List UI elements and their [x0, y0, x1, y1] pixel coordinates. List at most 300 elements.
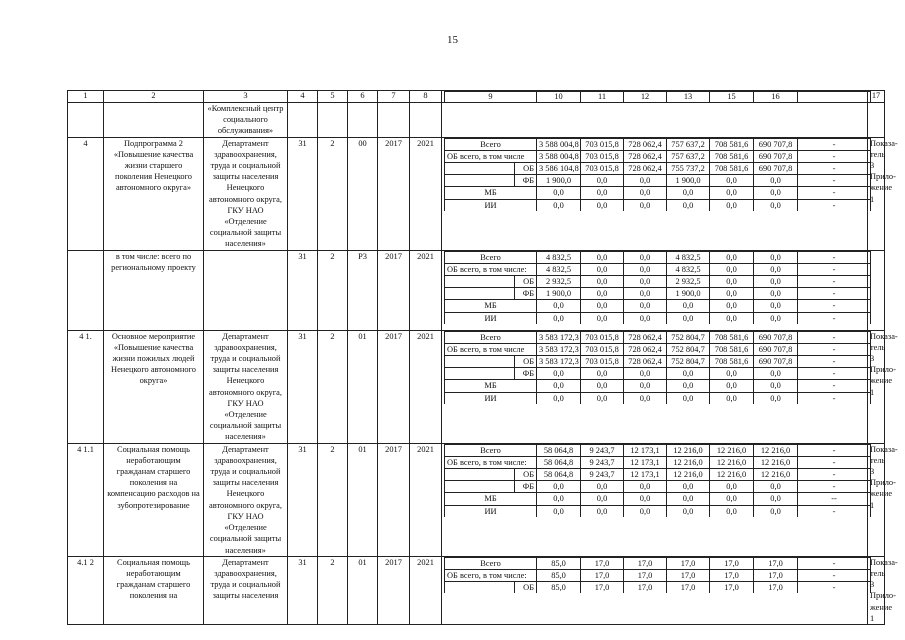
page-number: 15: [447, 34, 458, 46]
amount-cell: 708 581,6: [710, 343, 754, 355]
amount-cell: 12 216,0: [754, 444, 798, 456]
fin-header-cell: [442, 91, 868, 103]
amount-cell: 0,0: [754, 199, 798, 211]
code-cell: 01: [348, 443, 378, 556]
amount-cell: 9 243,7: [581, 456, 624, 468]
code-cell: 2: [318, 556, 348, 624]
table-row: [68, 443, 885, 556]
source-label: ОБ всего, в том числе: [445, 150, 537, 162]
amount-cell: 0,0: [624, 312, 667, 324]
financing-line: [445, 263, 871, 275]
amount-cell: 17,0: [581, 557, 624, 569]
amount-cell: 17,0: [624, 569, 667, 581]
financing-line: [445, 380, 871, 392]
amount-cell: 703 015,8: [581, 163, 624, 175]
amount-cell: 0,0: [624, 392, 667, 404]
col-header: 7: [378, 91, 410, 103]
source-label: ОБ: [515, 356, 537, 368]
amount-cell: 2 932,5: [537, 276, 581, 288]
amount-cell: 708 581,6: [710, 138, 754, 150]
amount-cell: 12 216,0: [710, 469, 754, 481]
item-name: Социальная помощь неработающим гражданам старшего поколения на компенсацию расходов на зубопротезирование: [104, 443, 204, 556]
financing-table: [444, 251, 871, 324]
dash-cell: -: [798, 481, 871, 493]
dash-cell: -: [798, 557, 871, 569]
financing-line: [445, 444, 871, 456]
amount-cell: 9 243,7: [581, 444, 624, 456]
financing-line: [445, 456, 871, 468]
dash-cell: -: [798, 343, 871, 355]
source-label: ИИ: [445, 392, 537, 404]
code-cell: 31: [288, 330, 318, 443]
amount-cell: 703 015,8: [581, 356, 624, 368]
executor-cell: Департамент здравоохранения, труда и социальной защиты населения: [204, 556, 288, 624]
amount-cell: 1 900,0: [537, 175, 581, 187]
amount-cell: 3 583 172,3: [537, 343, 581, 355]
amount-cell: 708 581,6: [710, 163, 754, 175]
code-cell: 31: [288, 137, 318, 250]
amount-cell: 0,0: [581, 251, 624, 263]
amount-cell: 17,0: [667, 569, 710, 581]
amount-cell: 0,0: [754, 175, 798, 187]
amount-cell: 0,0: [667, 199, 710, 211]
amount-cell: 0,0: [581, 481, 624, 493]
amount-cell: 0,0: [754, 380, 798, 392]
dash-cell: -: [798, 444, 871, 456]
dash-cell: -: [798, 288, 871, 300]
amount-cell: 12 216,0: [754, 456, 798, 468]
amount-cell: 0,0: [624, 187, 667, 199]
amount-cell: 4 832,5: [667, 263, 710, 275]
amount-cell: 0,0: [754, 288, 798, 300]
amount-cell: 85,0: [537, 569, 581, 581]
amount-cell: 1 900,0: [667, 175, 710, 187]
amount-cell: 0,0: [754, 187, 798, 199]
amount-cell: 752 804,7: [667, 356, 710, 368]
amount-cell: 0,0: [624, 251, 667, 263]
amount-cell: 3 586 104,8: [537, 163, 581, 175]
amount-cell: 0,0: [710, 368, 754, 380]
amount-cell: 757 637,2: [667, 138, 710, 150]
dash-cell: -: [798, 505, 871, 517]
source-label: ОБ всего, в том числе:: [445, 456, 537, 468]
amount-cell: 0,0: [754, 263, 798, 275]
dash-cell: -: [798, 163, 871, 175]
amount-cell: 17,0: [667, 557, 710, 569]
dash-cell: -: [798, 138, 871, 150]
amount-cell: 0,0: [537, 392, 581, 404]
amount-cell: 0,0: [710, 493, 754, 505]
code-cell: 2: [318, 137, 348, 250]
amount-cell: 0,0: [667, 505, 710, 517]
financing-table: [444, 138, 871, 211]
source-label: ОБ всего, в том числе:: [445, 569, 537, 581]
amount-cell: 0,0: [581, 392, 624, 404]
dash-cell: -: [798, 368, 871, 380]
amount-cell: 690 707,8: [754, 331, 798, 343]
item-name: Основное мероприятие «Повышение качества жизни пожилых людей Ненецкого автономного округа»: [104, 330, 204, 443]
amount-cell: 0,0: [710, 288, 754, 300]
dash-cell: -: [798, 187, 871, 199]
dash-cell: -: [798, 251, 871, 263]
amount-cell: 0,0: [624, 300, 667, 312]
dash-cell: -: [798, 469, 871, 481]
code-cell: Р3: [348, 250, 378, 330]
col-header: 4: [288, 91, 318, 103]
financing-line: [445, 331, 871, 343]
financing-line: [445, 175, 871, 187]
amount-cell: 4 832,5: [537, 251, 581, 263]
source-label: ОБ всего, в том числе:: [445, 263, 537, 275]
source-label: ОБ: [515, 582, 537, 594]
financing-line: [445, 368, 871, 380]
amount-cell: 0,0: [710, 300, 754, 312]
table-row: [68, 250, 885, 330]
source-label: Всего: [445, 557, 537, 569]
source-label: МБ: [445, 187, 537, 199]
dash-cell: -: [798, 300, 871, 312]
amount-cell: 0,0: [624, 199, 667, 211]
amount-cell: 690 707,8: [754, 163, 798, 175]
amount-cell: 0,0: [667, 392, 710, 404]
col-header: 16: [754, 92, 798, 103]
source-label: ИИ: [445, 312, 537, 324]
amount-cell: 12 216,0: [754, 469, 798, 481]
executor-cell: «Комплексный центр социального обслуживания»: [204, 103, 288, 138]
amount-cell: 728 062,4: [624, 150, 667, 162]
amount-cell: 12 216,0: [710, 444, 754, 456]
dash-cell: -: [798, 312, 871, 324]
amount-cell: 0,0: [581, 380, 624, 392]
dash-cell: -: [798, 150, 871, 162]
amount-cell: 3 588 004,8: [537, 138, 581, 150]
amount-cell: 0,0: [537, 505, 581, 517]
amount-cell: 1 900,0: [667, 288, 710, 300]
col-header: 5: [318, 91, 348, 103]
amount-cell: 690 707,8: [754, 356, 798, 368]
amount-cell: 708 581,6: [710, 356, 754, 368]
amount-cell: 0,0: [581, 312, 624, 324]
amount-cell: 0,0: [581, 368, 624, 380]
amount-cell: 690 707,8: [754, 150, 798, 162]
indicator-cell: Показа-тель 3 Прило-жение 1: [868, 556, 885, 624]
amount-cell: 708 581,6: [710, 150, 754, 162]
amount-cell: 703 015,8: [581, 331, 624, 343]
amount-cell: 0,0: [537, 368, 581, 380]
col-header: 3: [204, 91, 288, 103]
amount-cell: 0,0: [754, 251, 798, 263]
source-label: МБ: [445, 380, 537, 392]
amount-cell: 0,0: [537, 199, 581, 211]
source-label: ФБ: [515, 175, 537, 187]
source-label: ИИ: [445, 505, 537, 517]
dash-cell: -: [798, 582, 871, 594]
amount-cell: 0,0: [754, 276, 798, 288]
code-cell: 31: [288, 250, 318, 330]
financing-cell: [442, 137, 868, 250]
financing-line: [445, 481, 871, 493]
amount-cell: 4 832,5: [537, 263, 581, 275]
amount-cell: 12 173,1: [624, 444, 667, 456]
dash-cell: -: [798, 569, 871, 581]
amount-cell: 0,0: [754, 505, 798, 517]
amount-cell: 0,0: [710, 187, 754, 199]
financing-line: [445, 138, 871, 150]
dash-cell: -: [798, 331, 871, 343]
amount-cell: 0,0: [667, 368, 710, 380]
amount-cell: 0,0: [537, 481, 581, 493]
financing-line: [445, 276, 871, 288]
financing-line: [445, 356, 871, 368]
amount-cell: 0,0: [754, 368, 798, 380]
financing-line: [445, 312, 871, 324]
start-year: 2017: [378, 556, 410, 624]
item-name: Социальная помощь неработающим гражданам старшего поколения на: [104, 556, 204, 624]
item-name: в том числе: всего по региональному проекту: [104, 250, 204, 330]
amount-cell: 703 015,8: [581, 150, 624, 162]
item-number: [68, 250, 104, 330]
amount-cell: 0,0: [710, 199, 754, 211]
end-year: 2021: [410, 443, 442, 556]
dash-cell: -: [798, 276, 871, 288]
amount-cell: 0,0: [667, 187, 710, 199]
dash-cell: -: [798, 356, 871, 368]
amount-cell: 17,0: [624, 582, 667, 594]
col-header: 6: [348, 91, 378, 103]
amount-cell: 17,0: [624, 557, 667, 569]
table-row: [68, 330, 885, 443]
source-label: ФБ: [515, 481, 537, 493]
amount-cell: 17,0: [667, 582, 710, 594]
amount-cell: 0,0: [624, 276, 667, 288]
amount-cell: 0,0: [710, 481, 754, 493]
amount-cell: 3 588 004,8: [537, 150, 581, 162]
amount-cell: 3 583 172,3: [537, 331, 581, 343]
amount-cell: 0,0: [667, 380, 710, 392]
amount-cell: 0,0: [710, 263, 754, 275]
item-number: 4.1 2: [68, 556, 104, 624]
indicator-cell: Показа-тель 3 Прило-жение 1: [868, 330, 885, 443]
amount-cell: 3 583 172,3: [537, 356, 581, 368]
col-header: 15: [710, 92, 754, 103]
amount-cell: 58 064,8: [537, 456, 581, 468]
amount-cell: 708 581,6: [710, 331, 754, 343]
amount-cell: 58 064,8: [537, 469, 581, 481]
amount-cell: 752 804,7: [667, 331, 710, 343]
amount-cell: 728 062,4: [624, 343, 667, 355]
financing-line: [445, 163, 871, 175]
item-number: 4 1.: [68, 330, 104, 443]
col-header: 2: [104, 91, 204, 103]
amount-cell: 58 064,8: [537, 444, 581, 456]
amount-cell: 2 932,5: [667, 276, 710, 288]
code-cell: 01: [348, 556, 378, 624]
financing-line: [445, 582, 871, 594]
financing-line: [445, 300, 871, 312]
amount-cell: 0,0: [710, 505, 754, 517]
amount-cell: 728 062,4: [624, 356, 667, 368]
dash-cell: --: [798, 493, 871, 505]
amount-cell: 0,0: [624, 505, 667, 517]
source-label: Всего: [445, 444, 537, 456]
financing-cell: [442, 556, 868, 624]
financing-table: [444, 331, 871, 404]
amount-cell: 0,0: [754, 481, 798, 493]
source-label: ФБ: [515, 368, 537, 380]
amount-cell: 12 216,0: [667, 444, 710, 456]
amount-cell: 0,0: [581, 288, 624, 300]
amount-cell: 0,0: [537, 380, 581, 392]
amount-cell: 17,0: [581, 569, 624, 581]
financing-table: [444, 557, 871, 594]
amount-cell: 12 216,0: [710, 456, 754, 468]
dash-cell: -: [798, 263, 871, 275]
table-row: [68, 137, 885, 250]
financing-line: [445, 493, 871, 505]
end-year: 2021: [410, 330, 442, 443]
item-number: 4 1.1: [68, 443, 104, 556]
amount-cell: 0,0: [537, 300, 581, 312]
executor-cell: [204, 250, 288, 330]
source-label: Всего: [445, 138, 537, 150]
amount-cell: 0,0: [667, 300, 710, 312]
amount-cell: 0,0: [754, 392, 798, 404]
amount-cell: 0,0: [537, 187, 581, 199]
financing-cell: [442, 250, 868, 330]
start-year: 2017: [378, 443, 410, 556]
source-label: ОБ: [515, 469, 537, 481]
source-label: ОБ: [515, 276, 537, 288]
amount-cell: 0,0: [537, 493, 581, 505]
source-label: ОБ всего, в том числе: [445, 343, 537, 355]
amount-cell: 0,0: [624, 263, 667, 275]
amount-cell: 0,0: [581, 175, 624, 187]
amount-cell: 0,0: [710, 175, 754, 187]
amount-cell: 17,0: [710, 569, 754, 581]
item-number: 4: [68, 137, 104, 250]
financing-cell: [442, 443, 868, 556]
amount-cell: 690 707,8: [754, 343, 798, 355]
amount-cell: 1 900,0: [537, 288, 581, 300]
financing-line: [445, 469, 871, 481]
amount-cell: 12 173,1: [624, 469, 667, 481]
amount-cell: 0,0: [581, 199, 624, 211]
amount-cell: 12 216,0: [667, 456, 710, 468]
dash-cell: -: [798, 175, 871, 187]
executor-cell: Департамент здравоохранения, труда и социальной защиты населения Ненецкого автономного округа, ГКУ НАО «Отделение социальной защиты населения»: [204, 443, 288, 556]
code-cell: 2: [318, 250, 348, 330]
table-row: [68, 556, 885, 624]
amount-cell: 0,0: [581, 300, 624, 312]
amount-cell: 0,0: [537, 312, 581, 324]
financing-line: [445, 569, 871, 581]
financing-table: [444, 444, 871, 517]
amount-cell: 17,0: [710, 557, 754, 569]
amount-cell: 0,0: [624, 288, 667, 300]
financing-line: [445, 343, 871, 355]
col-header: 13: [667, 92, 710, 103]
source-label: ОБ: [515, 163, 537, 175]
column-number-row: [68, 91, 885, 103]
amount-cell: 755 737,2: [667, 163, 710, 175]
source-label: Всего: [445, 251, 537, 263]
amount-cell: 12 173,1: [624, 456, 667, 468]
indicator-cell: Показа-тель 3 Прило-жение 1: [868, 443, 885, 556]
end-year: 2021: [410, 137, 442, 250]
amount-cell: 0,0: [624, 493, 667, 505]
amount-cell: 85,0: [537, 582, 581, 594]
amount-cell: 17,0: [581, 582, 624, 594]
start-year: 2017: [378, 137, 410, 250]
code-cell: 2: [318, 330, 348, 443]
amount-cell: 4 832,5: [667, 251, 710, 263]
amount-cell: 0,0: [581, 276, 624, 288]
end-year: 2021: [410, 250, 442, 330]
col-header: 12: [624, 92, 667, 103]
col-header: 17: [868, 91, 885, 103]
dash-cell: -: [798, 199, 871, 211]
start-year: 2017: [378, 250, 410, 330]
code-cell: 01: [348, 330, 378, 443]
amount-cell: 703 015,8: [581, 343, 624, 355]
amount-cell: 0,0: [710, 392, 754, 404]
code-cell: 00: [348, 137, 378, 250]
dash-cell: -: [798, 392, 871, 404]
financing-line: [445, 251, 871, 263]
financing-cell: [442, 330, 868, 443]
financing-line: [445, 557, 871, 569]
item-name: Подпрограмма 2 «Повышение качества жизни старшего поколения Ненецкого автономного округа»: [104, 137, 204, 250]
amount-cell: 17,0: [710, 582, 754, 594]
amount-cell: 757 637,2: [667, 150, 710, 162]
financing-line: [445, 150, 871, 162]
source-label: ФБ: [515, 288, 537, 300]
executor-cell: Департамент здравоохранения, труда и социальной защиты населения Ненецкого автономного округа, ГКУ НАО «Отделение социальной защиты населения»: [204, 137, 288, 250]
continuation-row: [68, 103, 885, 138]
amount-cell: 85,0: [537, 557, 581, 569]
amount-cell: 9 243,7: [581, 469, 624, 481]
amount-cell: 0,0: [624, 481, 667, 493]
amount-cell: 17,0: [754, 569, 798, 581]
amount-cell: 752 804,7: [667, 343, 710, 355]
dash-cell: -: [798, 456, 871, 468]
amount-cell: 0,0: [710, 380, 754, 392]
financing-line: [445, 199, 871, 211]
financing-line: [445, 505, 871, 517]
col-header: 1: [68, 91, 104, 103]
indicator-cell: [868, 250, 885, 330]
code-cell: 31: [288, 443, 318, 556]
source-label: МБ: [445, 493, 537, 505]
col-header: 10: [537, 92, 581, 103]
amount-cell: 17,0: [754, 582, 798, 594]
col-header: 8: [410, 91, 442, 103]
amount-cell: 0,0: [624, 175, 667, 187]
financing-line: [445, 392, 871, 404]
amount-cell: 0,0: [581, 187, 624, 199]
financing-line: [445, 288, 871, 300]
start-year: 2017: [378, 330, 410, 443]
amount-cell: 0,0: [754, 312, 798, 324]
end-year: 2021: [410, 556, 442, 624]
code-cell: 2: [318, 443, 348, 556]
amount-cell: 12 216,0: [667, 469, 710, 481]
amount-cell: 728 062,4: [624, 138, 667, 150]
amount-cell: 0,0: [581, 505, 624, 517]
code-cell: 31: [288, 556, 318, 624]
source-label: Всего: [445, 331, 537, 343]
col-header: [798, 92, 871, 103]
